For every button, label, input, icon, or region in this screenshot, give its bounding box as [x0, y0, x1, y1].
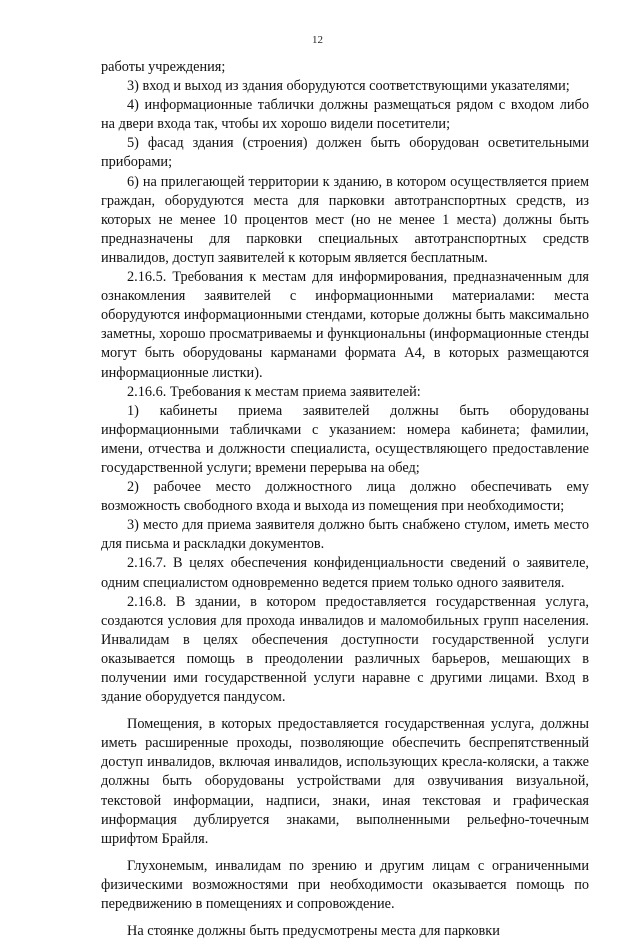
paragraph-premises: Помещения, в которых предоставляется государственная услуга, должны иметь расширенные проходы, позволяющие обеспечить беспрепятственный доступ инвалидов, включая инвалидов, использующих кресла-коляски, а также должны быть оборудованы устройствами для озвучивания визуальной, текстовой информации, надписи, знаки, иная текстовая и графическая информация дублируется знаками, выполненными рельефно-точечным шрифтом Брайля. [101, 716, 589, 847]
paragraph-2-16-5: 2.16.5. Требования к местам для информирования, предназначенным для ознакомления заявителей с информационными материалами: места оборудуются информационными стендами, которые должны быть максимально заметны, хорошо просматриваемы и функциональны (информационные стенды могут быть оборудованы карманами формата А4, в которых размещаются информационные листки). [101, 269, 589, 381]
paragraph-2-16-6-item-1: 1) кабинеты приема заявителей должны быть оборудованы информационными табличками с указанием: номера кабинета; фамилии, имени, отчества и должности специалиста, осуществляющего предоставление государственной услуги; времени перерыва на обед; [101, 402, 589, 476]
paragraph-parking: На стоянке должны быть предусмотрены места для парковки [127, 923, 500, 940]
paragraph-assistance: Глухонемым, инвалидам по зрению и другим лицам с ограниченными физическими возможностями при необходимости оказывается помощь по передвижению в помещениях и сопровождение. [101, 857, 589, 913]
paragraph-item-6: 6) на прилегающей территории к зданию, в котором осуществляется прием граждан, оборудуются места для парковки автотранспортных средств, из которых не менее 10 процентов мест (но не менее 1 места) должны быть предназначены для парковки специальных автотранспортных средств инвалидов, доступ заявителей к которым является бесплатным. [101, 173, 589, 266]
document-body [101, 58, 589, 941]
paragraph-item-3: 3) вход и выход из здания оборудуются соответствующими указателями; [127, 78, 570, 95]
paragraph-2-16-6-item-3: 3) место для приема заявителя должно быть снабжено стулом, иметь место для письма и раскладки документов. [101, 517, 589, 553]
paragraph-item-4: 4) информационные таблички должны размещаться рядом с входом либо на двери входа так, чтобы их хорошо видели посетители; [101, 97, 589, 133]
paragraph-2-16-8: 2.16.8. В здании, в котором предоставляется государственная услуга, создаются условия для прохода инвалидов и маломобильных групп населения. Инвалидам в целях обеспечения доступности государственной услуги оказывается помощь в преодолении различных барьеров, мешающих в получении ими государственной услуги наравне с другими лицами. Вход в здание оборудуется пандусом. [101, 593, 589, 706]
page-number: 12 [312, 34, 323, 46]
paragraph-item-5: 5) фасад здания (строения) должен быть оборудован осветительными приборами; [101, 135, 589, 171]
paragraph-continuation: работы учреждения; [101, 59, 226, 75]
paragraph-2-16-6-item-2: 2) рабочее место должностного лица должно обеспечивать ему возможность свободного входа и выхода из помещения при необходимости; [101, 479, 589, 515]
paragraph-2-16-7: 2.16.7. В целях обеспечения конфиденциальности сведений о заявителе, одним специалистом одновременно ведется прием только одного заявителя. [101, 555, 589, 591]
paragraph-2-16-6: 2.16.6. Требования к местам приема заявителей: [127, 383, 421, 400]
